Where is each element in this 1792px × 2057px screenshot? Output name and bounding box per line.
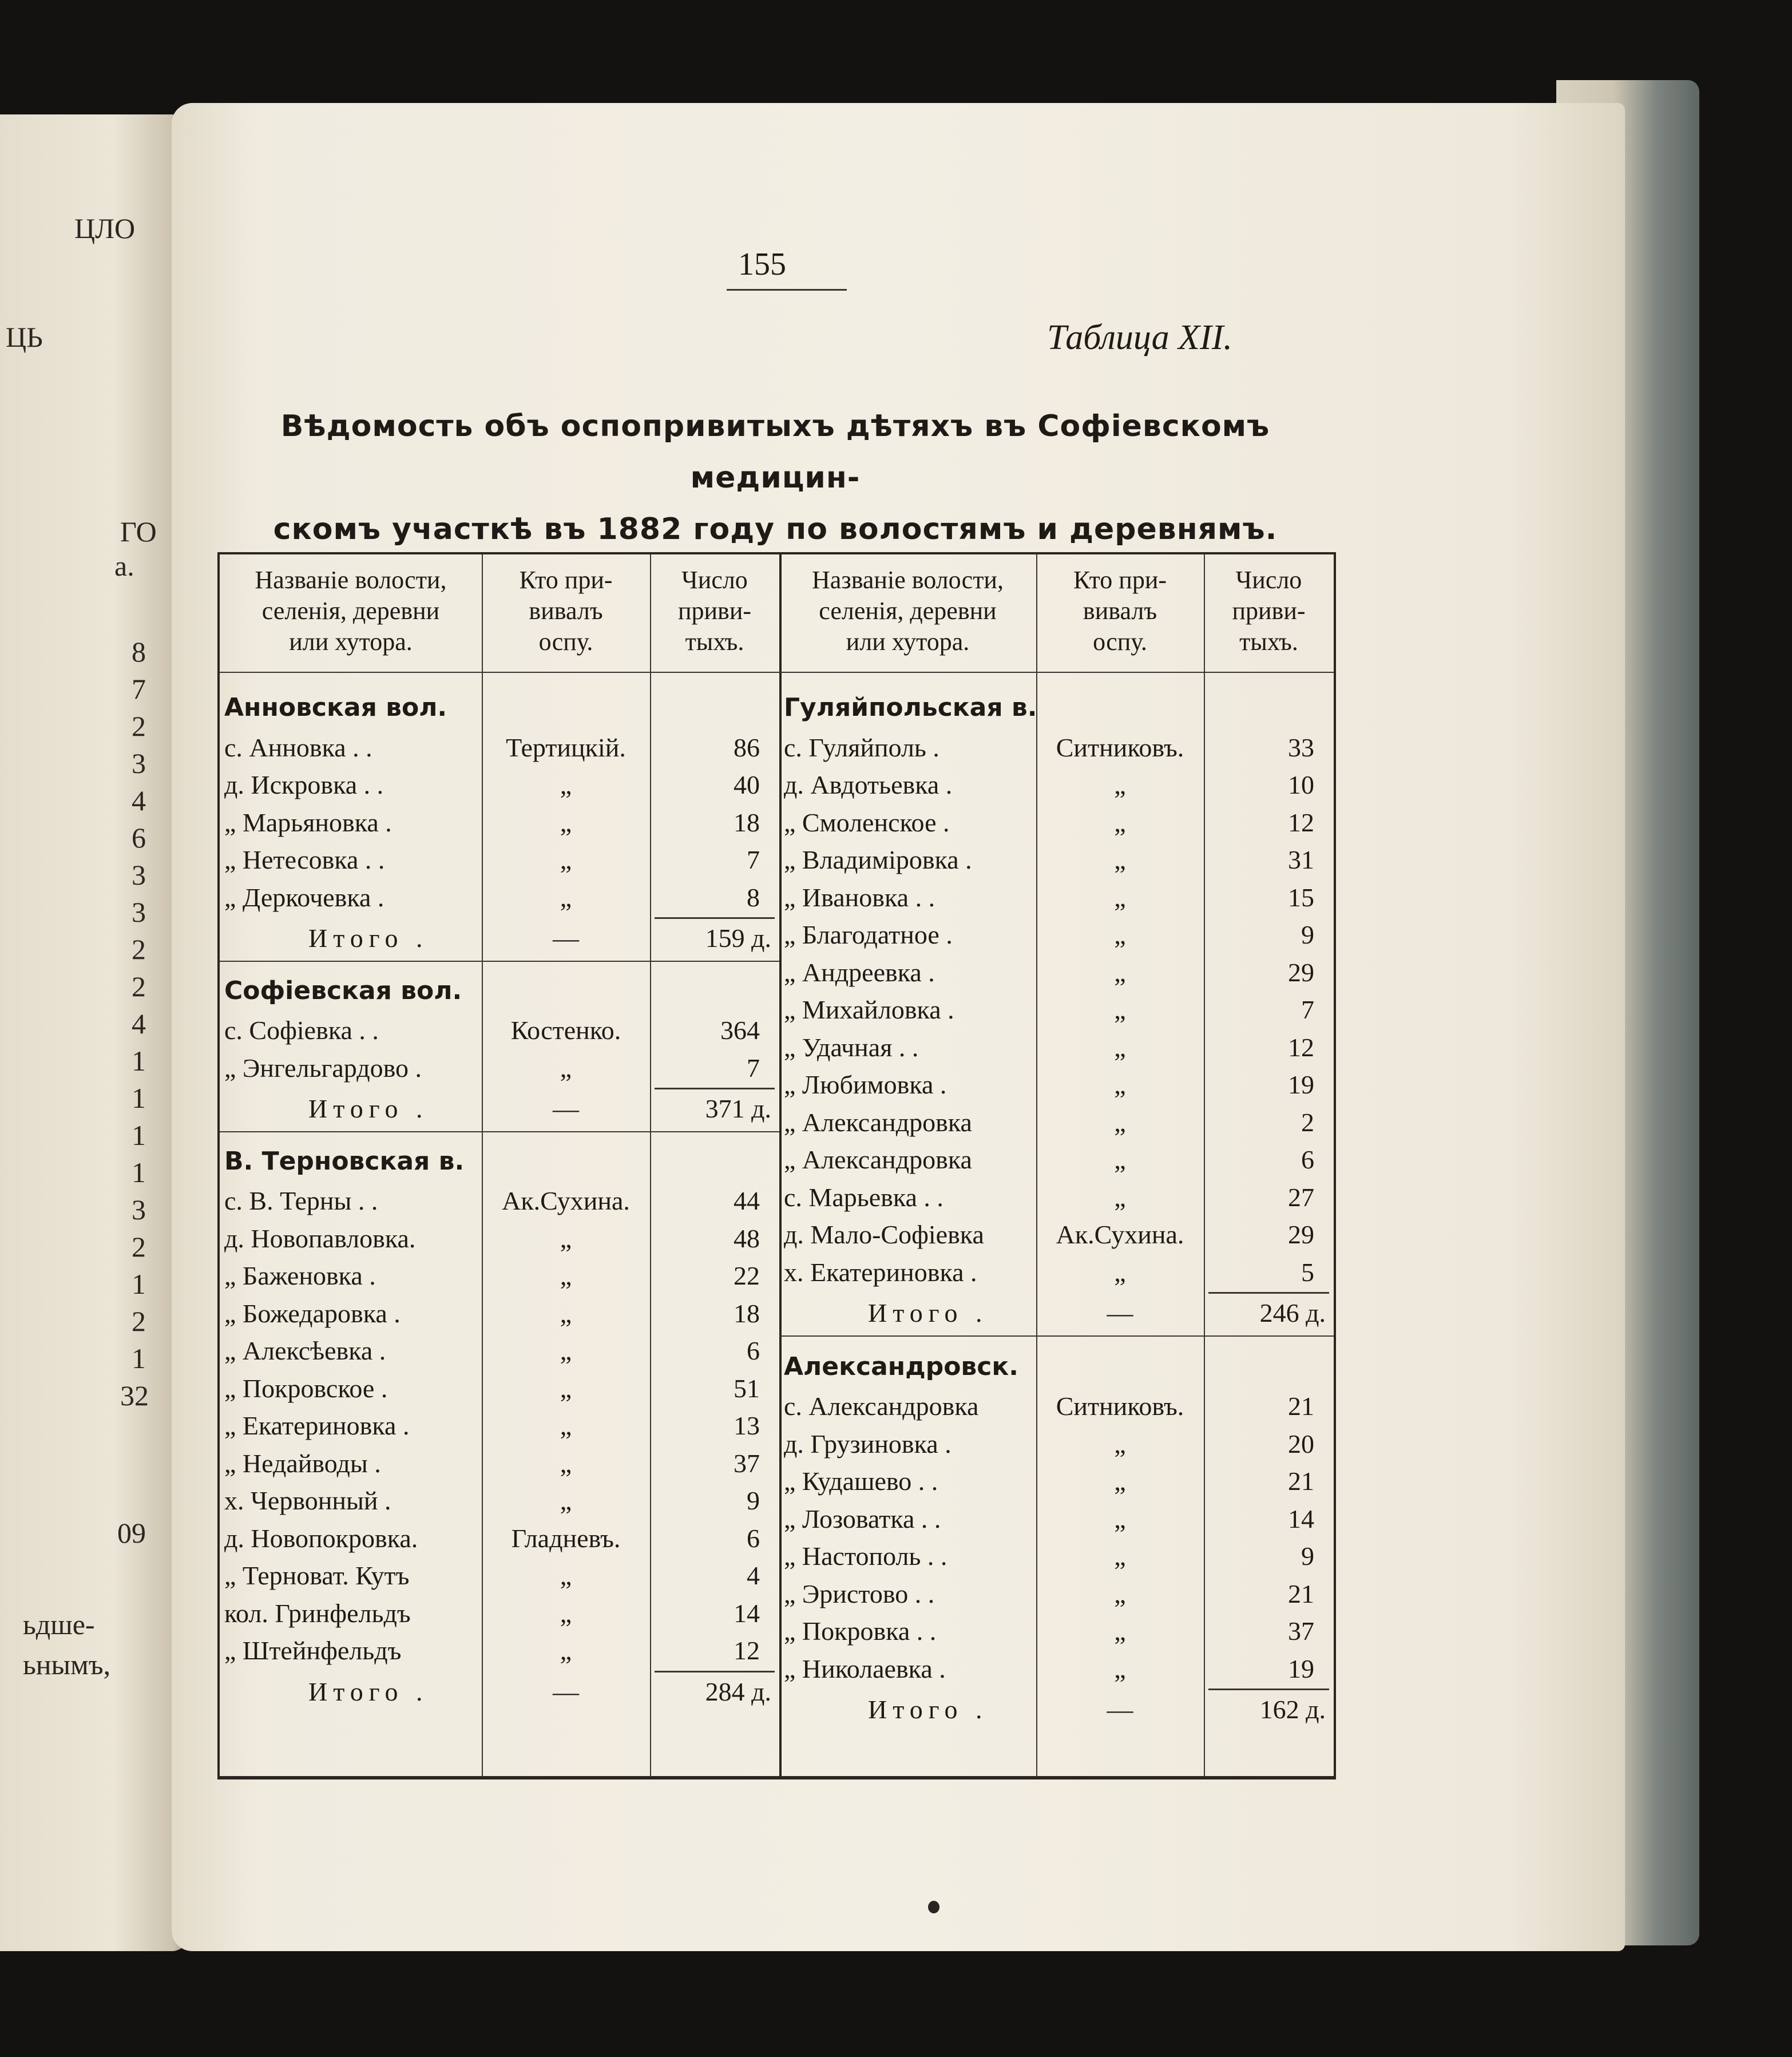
- row-vaccinator: „: [560, 1411, 572, 1440]
- row-count: 20: [1288, 1429, 1314, 1458]
- row-name: „ Алексѣевка .: [224, 1336, 386, 1365]
- row-vaccinator: „: [1114, 1032, 1126, 1062]
- row-name: „ Покровка . .: [784, 1616, 937, 1646]
- left-page-fragment: 32: [120, 1380, 149, 1412]
- left-page-fragment: 2: [132, 933, 146, 965]
- header-text: Названіе волости,: [255, 566, 447, 594]
- table-label: Таблица XII.: [1047, 318, 1232, 357]
- left-page-fragment: ьнымъ,: [23, 1648, 111, 1681]
- row-name: „ Андреевка .: [784, 957, 935, 987]
- row-name: д. Грузиновка .: [784, 1429, 951, 1458]
- total-label: Итого .: [308, 1676, 429, 1706]
- row-count: 6: [747, 1523, 760, 1553]
- row-count: 14: [734, 1598, 760, 1628]
- row-name: „ Штейнфельдъ: [224, 1636, 402, 1665]
- header-text: Кто при-: [519, 566, 613, 594]
- row-vaccinator: „: [1114, 920, 1126, 949]
- row-name: „ Екатериновка .: [224, 1411, 410, 1440]
- left-page-fragment: 4: [132, 784, 146, 817]
- left-page-fragment: 2: [132, 1305, 146, 1337]
- row-count: 29: [1288, 957, 1314, 987]
- row-vaccinator: „: [1114, 1654, 1126, 1683]
- row-count: 8: [747, 882, 760, 912]
- row-name: д. Мало-Софіевка: [784, 1220, 984, 1249]
- row-vaccinator: Ситниковъ.: [1056, 732, 1184, 762]
- row-vaccinator: „: [560, 770, 572, 799]
- header-who-left: [482, 565, 650, 657]
- row-name: „ Нетесовка . .: [224, 845, 385, 874]
- row-count: 48: [734, 1223, 760, 1253]
- left-page: [0, 114, 189, 1951]
- left-page-fragment: 3: [132, 896, 146, 928]
- row-count: 7: [747, 845, 760, 874]
- row-name: „ Деркочевка .: [224, 882, 384, 912]
- row-name: „ Александровка: [784, 1145, 972, 1174]
- row-count: 7: [747, 1053, 760, 1083]
- section-title: Софіевская вол.: [224, 976, 462, 1005]
- header-count-right: [1204, 565, 1334, 657]
- row-count: 2: [1301, 1107, 1314, 1137]
- row-count: 27: [1288, 1182, 1314, 1212]
- row-name: „ Михайловка .: [784, 995, 954, 1024]
- row-name: „ Смоленское .: [784, 807, 950, 837]
- total-vaccinator: —: [553, 924, 579, 953]
- section-rule: [655, 917, 775, 919]
- row-vaccinator: Ак.Сухина.: [502, 1186, 630, 1215]
- left-page-fragment: 3: [132, 747, 146, 779]
- row-name: д. Новопавловка.: [224, 1223, 416, 1253]
- header-text: приви-: [677, 597, 752, 625]
- row-vaccinator: „: [560, 1053, 572, 1083]
- left-page-fragment: 1: [132, 1045, 146, 1077]
- row-count: 12: [1288, 1032, 1314, 1062]
- header-text: Названіе волости,: [812, 566, 1004, 594]
- row-name: „ Александровка: [784, 1107, 972, 1137]
- row-name: кол. Гринфельдъ: [224, 1598, 411, 1628]
- row-vaccinator: „: [1114, 770, 1126, 799]
- center-column-rule: [779, 554, 782, 1776]
- row-vaccinator: „: [1114, 807, 1126, 837]
- row-name: „ Баженовка .: [224, 1261, 376, 1290]
- left-page-fragment: 2: [132, 1231, 146, 1263]
- left-page-fragment: 2: [132, 710, 146, 742]
- header-rule: [220, 672, 1334, 673]
- row-count: 14: [1288, 1504, 1314, 1533]
- vaccination-table: [217, 552, 1336, 1779]
- row-name: „ Благодатное .: [784, 920, 953, 949]
- row-name: с. Марьевка . .: [784, 1182, 943, 1212]
- row-name: „ Недайводы .: [224, 1448, 381, 1478]
- row-name: „ Удачная . .: [784, 1032, 919, 1062]
- left-page-fragment: ЦЬ: [6, 321, 43, 353]
- header-who-right: [1036, 565, 1204, 657]
- row-vaccinator: „: [560, 1448, 572, 1478]
- header-count-left: [650, 565, 779, 657]
- left-page-fragment: 3: [132, 1194, 146, 1226]
- left-page-fragment: ЦЛО: [74, 212, 136, 244]
- page-number: 155: [738, 247, 786, 282]
- header-text: приви-: [1232, 597, 1306, 625]
- header-name-right: [779, 565, 1036, 657]
- row-vaccinator: „: [560, 1298, 572, 1328]
- header-text: оспу.: [1093, 628, 1147, 656]
- row-count: 33: [1288, 732, 1314, 762]
- row-count: 18: [734, 1298, 760, 1328]
- row-vaccinator: „: [1114, 845, 1126, 874]
- left-page-fragment: 7: [132, 673, 146, 705]
- row-vaccinator: „: [560, 807, 572, 837]
- row-name: д. Искровка . .: [224, 770, 384, 799]
- row-vaccinator: Ситниковъ.: [1056, 1392, 1184, 1421]
- section-rule: [655, 1088, 775, 1089]
- row-count: 12: [734, 1636, 760, 1665]
- row-count: 40: [734, 770, 760, 799]
- total-vaccinator: —: [1107, 1298, 1133, 1327]
- row-name: х. Екатериновка .: [784, 1257, 977, 1287]
- section-title: Гуляйпольская в.: [784, 693, 1037, 722]
- header-text: Число: [1235, 566, 1302, 594]
- row-name: „ Владиміровка .: [784, 845, 972, 874]
- row-vaccinator: „: [560, 845, 572, 874]
- row-vaccinator: „: [1114, 995, 1126, 1024]
- row-name: с. В. Терны . .: [224, 1186, 378, 1215]
- row-name: „ Покровское .: [224, 1373, 388, 1403]
- title-line-1: Вѣдомость объ оспопривитыхъ дѣтяхъ въ Софіевскомъ медицин-: [280, 409, 1270, 495]
- section-rule: [1208, 1292, 1329, 1294]
- row-name: „ Любимовка .: [784, 1070, 947, 1099]
- left-page-fragment: 2: [132, 970, 146, 1002]
- row-count: 29: [1288, 1220, 1314, 1249]
- row-vaccinator: „: [560, 1261, 572, 1290]
- left-page-fragment: 8: [132, 636, 146, 668]
- row-vaccinator: „: [560, 1636, 572, 1665]
- total-label: Итого .: [308, 924, 429, 953]
- section-title: Анновская вол.: [224, 693, 447, 722]
- total-label: Итого .: [868, 1298, 988, 1327]
- header-text: вивалъ: [1083, 597, 1157, 625]
- header-text: или хутора.: [846, 628, 970, 656]
- left-page-fragment: 1: [132, 1156, 146, 1188]
- header-text: или хутора.: [289, 628, 413, 656]
- row-count: 9: [1301, 1541, 1314, 1571]
- row-vaccinator: „: [1114, 1145, 1126, 1174]
- row-count: 22: [734, 1261, 760, 1290]
- header-text: тыхъ.: [1239, 628, 1298, 656]
- total-vaccinator: —: [553, 1676, 579, 1706]
- total-vaccinator: —: [553, 1094, 579, 1123]
- left-page-fragment: 1: [132, 1082, 146, 1114]
- row-vaccinator: „: [1114, 1070, 1126, 1099]
- row-vaccinator: „: [1114, 1541, 1126, 1571]
- row-vaccinator: „: [560, 1336, 572, 1365]
- row-name: „ Эристово . .: [784, 1579, 935, 1608]
- section-title: В. Терновская в.: [224, 1146, 465, 1176]
- row-name: „ Настополь . .: [784, 1541, 947, 1571]
- row-vaccinator: Гладневъ.: [511, 1523, 621, 1553]
- row-count: 6: [747, 1336, 760, 1365]
- total-count: 162 д.: [1259, 1695, 1326, 1724]
- page-mark-dot: [928, 1901, 939, 1913]
- row-vaccinator: „: [560, 882, 572, 912]
- row-count: 21: [1288, 1467, 1314, 1496]
- row-vaccinator: „: [560, 1561, 572, 1590]
- row-vaccinator: „: [1114, 1429, 1126, 1458]
- row-vaccinator: Костенко.: [510, 1016, 621, 1045]
- left-page-fragment: 6: [132, 822, 146, 854]
- row-vaccinator: „: [1114, 1579, 1126, 1608]
- page-number-rule: [727, 289, 847, 291]
- row-count: 86: [734, 732, 760, 762]
- header-name-left: [220, 565, 482, 657]
- row-name: „ Божедаровка .: [224, 1298, 401, 1328]
- row-count: 4: [747, 1561, 760, 1590]
- row-vaccinator: „: [560, 1223, 572, 1253]
- row-name: д. Авдотьевка .: [784, 770, 953, 799]
- row-name: с. Софіевка . .: [224, 1016, 379, 1045]
- row-count: 19: [1288, 1654, 1314, 1683]
- left-page-fragment: ГО: [120, 516, 157, 548]
- row-name: „ Ивановка . .: [784, 882, 935, 912]
- row-name: с. Гуляйполь .: [784, 732, 939, 762]
- row-count: 31: [1288, 845, 1314, 874]
- section-rule: [655, 1671, 775, 1672]
- row-vaccinator: „: [1114, 1616, 1126, 1646]
- title-line-2: скомъ участкѣ въ 1882 году по волостямъ и деревнямъ.: [273, 512, 1278, 546]
- row-count: 37: [734, 1448, 760, 1478]
- header-text: вивалъ: [529, 597, 603, 625]
- left-page-fragment: 4: [132, 1008, 146, 1040]
- row-vaccinator: „: [560, 1598, 572, 1628]
- row-vaccinator: Ак.Сухина.: [1056, 1220, 1184, 1249]
- total-count: 284 д.: [705, 1676, 771, 1706]
- row-count: 364: [720, 1016, 760, 1045]
- header-text: селенія, деревни: [819, 597, 997, 625]
- row-vaccinator: „: [560, 1373, 572, 1403]
- row-vaccinator: „: [1114, 1107, 1126, 1137]
- row-count: 18: [734, 807, 760, 837]
- row-name: „ Марьяновка .: [224, 807, 392, 837]
- left-page-fragment: 3: [132, 859, 146, 891]
- row-name: „ Лозоватка . .: [784, 1504, 941, 1533]
- section-rule: [220, 961, 779, 962]
- row-name: с. Анновка . .: [224, 732, 372, 762]
- header-text: Число: [681, 566, 748, 594]
- row-vaccinator: „: [1114, 1467, 1126, 1496]
- left-page-fragment: ьдше-: [23, 1608, 95, 1640]
- section-rule: [1208, 1689, 1329, 1690]
- header-text: тыхъ.: [685, 628, 744, 656]
- total-count: 246 д.: [1259, 1298, 1326, 1327]
- section-rule: [220, 1131, 779, 1132]
- row-vaccinator: „: [1114, 1182, 1126, 1212]
- section-rule: [779, 1335, 1334, 1337]
- row-count: 10: [1288, 770, 1314, 799]
- row-count: 37: [1288, 1616, 1314, 1646]
- row-count: 7: [1301, 995, 1314, 1024]
- row-vaccinator: „: [1114, 957, 1126, 987]
- header-text: селенія, деревни: [261, 597, 440, 625]
- header-text: оспу.: [538, 628, 593, 656]
- row-name: д. Новопокровка.: [224, 1523, 418, 1553]
- row-count: 6: [1301, 1145, 1314, 1174]
- row-count: 21: [1288, 1579, 1314, 1608]
- row-count: 15: [1288, 882, 1314, 912]
- row-name: „ Николаевка .: [784, 1654, 946, 1683]
- row-vaccinator: „: [1114, 1504, 1126, 1533]
- row-count: 12: [1288, 807, 1314, 837]
- left-page-fragment: 09: [117, 1517, 146, 1549]
- row-vaccinator: „: [1114, 882, 1126, 912]
- row-count: 19: [1288, 1070, 1314, 1099]
- row-vaccinator: „: [1114, 1257, 1126, 1287]
- left-page-fragment: 1: [132, 1119, 146, 1151]
- total-label: Итого .: [308, 1094, 429, 1123]
- row-count: 5: [1301, 1257, 1314, 1287]
- row-count: 21: [1288, 1392, 1314, 1421]
- total-count: 159 д.: [705, 924, 771, 953]
- section-title: Александровск.: [784, 1351, 1018, 1381]
- row-name: „ Кудашево . .: [784, 1467, 938, 1496]
- row-name: х. Червонный .: [224, 1486, 391, 1515]
- table-title: [226, 401, 1325, 555]
- row-vaccinator: Тертицкій.: [506, 732, 626, 762]
- row-name: „ Энгельгардово .: [224, 1053, 422, 1083]
- row-count: 44: [734, 1186, 760, 1215]
- header-text: Кто при-: [1073, 566, 1167, 594]
- total-vaccinator: —: [1107, 1695, 1133, 1724]
- row-count: 51: [734, 1373, 760, 1403]
- left-page-fragment: а.: [114, 550, 134, 582]
- row-count: 9: [747, 1486, 760, 1515]
- row-count: 9: [1301, 920, 1314, 949]
- row-vaccinator: „: [560, 1486, 572, 1515]
- total-count: 371 д.: [705, 1094, 771, 1123]
- left-page-fragment: 1: [132, 1342, 146, 1374]
- total-label: Итого .: [868, 1695, 988, 1724]
- row-name: „ Терноват. Кутъ: [224, 1561, 410, 1590]
- left-page-fragment: 1: [132, 1268, 146, 1300]
- row-count: 13: [734, 1411, 760, 1440]
- row-name: с. Александровка: [784, 1392, 979, 1421]
